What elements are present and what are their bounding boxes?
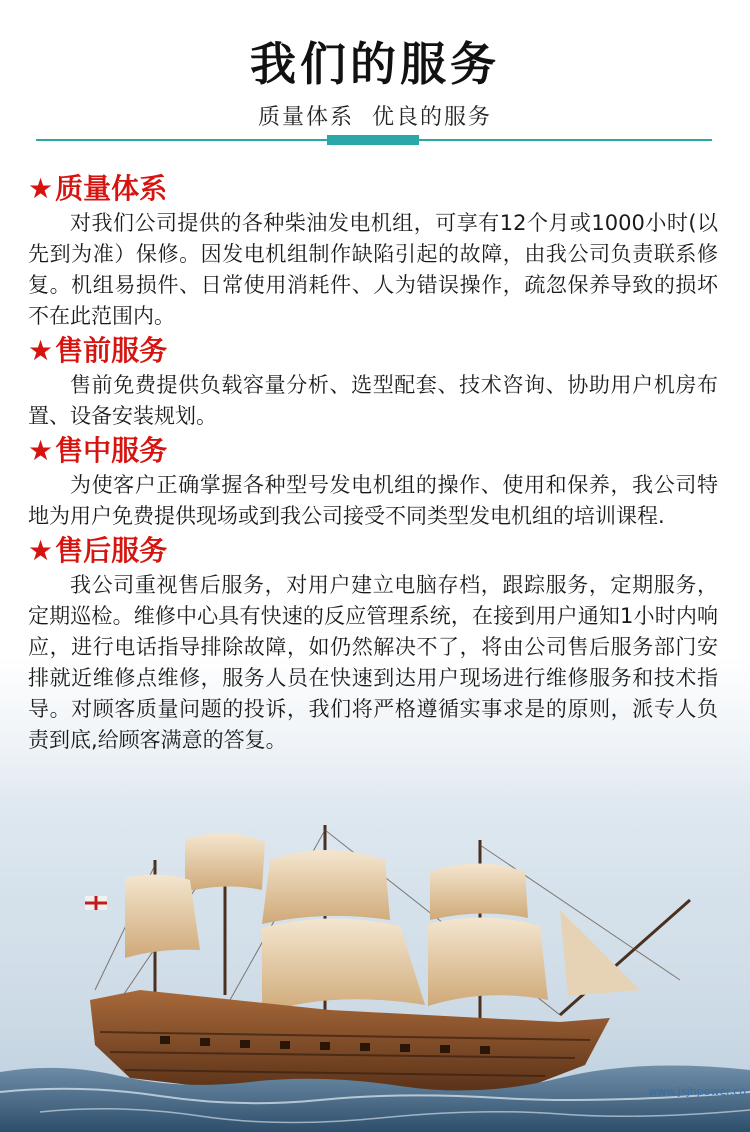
section-heading-label: 售前服务 bbox=[55, 334, 168, 367]
divider-accent bbox=[327, 135, 419, 145]
section-text: 为使客户正确掌握各种型号发电机组的操作、使用和保养，我公司特地为用户免费提供现场或到我公司接受不同类型发电机组的培训课程. bbox=[28, 473, 718, 528]
section-after-sales bbox=[28, 532, 718, 756]
section-text: 售前免费提供负载容量分析、选型配套、技术咨询、协助用户机房布置、设备安装规划。 bbox=[28, 373, 718, 428]
page-header bbox=[0, 0, 750, 150]
page-subtitle: 质量体系 优良的服务 bbox=[258, 105, 492, 130]
section-heading bbox=[28, 170, 718, 208]
star-icon: ★ bbox=[28, 334, 54, 367]
section-heading-label: 售中服务 bbox=[55, 434, 168, 467]
section-heading-label: 售后服务 bbox=[55, 534, 168, 567]
section-heading bbox=[28, 432, 718, 470]
star-icon: ★ bbox=[28, 172, 54, 205]
star-icon: ★ bbox=[28, 434, 54, 467]
section-heading bbox=[28, 532, 718, 570]
ship-image bbox=[0, 800, 750, 1132]
section-heading bbox=[28, 332, 718, 370]
page-title: 我们的服务 bbox=[250, 37, 500, 91]
services-content bbox=[28, 170, 718, 756]
website-watermark: www.jsjhpower.co bbox=[648, 1085, 746, 1098]
section-in-sales bbox=[28, 432, 718, 532]
section-heading-label: 质量体系 bbox=[55, 172, 168, 205]
section-text: 对我们公司提供的各种柴油发电机组，可享有12个月或1000小时(以先到为准）保修。因发电机组制作缺陷引起的故障，由我公司负责联系修复。机组易损件、日常使用消耗件、人为错误操作，疏忽保养导致的损坏不在此范围内。 bbox=[28, 211, 718, 328]
sailing-ship-illustration bbox=[0, 800, 750, 1132]
section-text: 我公司重视售后服务，对用户建立电脑存档，跟踪服务，定期服务，定期巡检。维修中心具有快速的反应管理系统，在接到用户通知1小时内响应，进行电话指导排除故障，如仍然解决不了，将由公司售后服务部门安排就近维修点维修，服务人员在快速到达用户现场进行维修服务和技术指导。对顾客质量问题的投诉，我们将严格遵循实事求是的原则，派专人负责到底,给顾客满意的答复。 bbox=[28, 573, 718, 752]
star-icon: ★ bbox=[28, 534, 54, 567]
section-quality-system bbox=[28, 170, 718, 332]
section-pre-sales bbox=[28, 332, 718, 432]
